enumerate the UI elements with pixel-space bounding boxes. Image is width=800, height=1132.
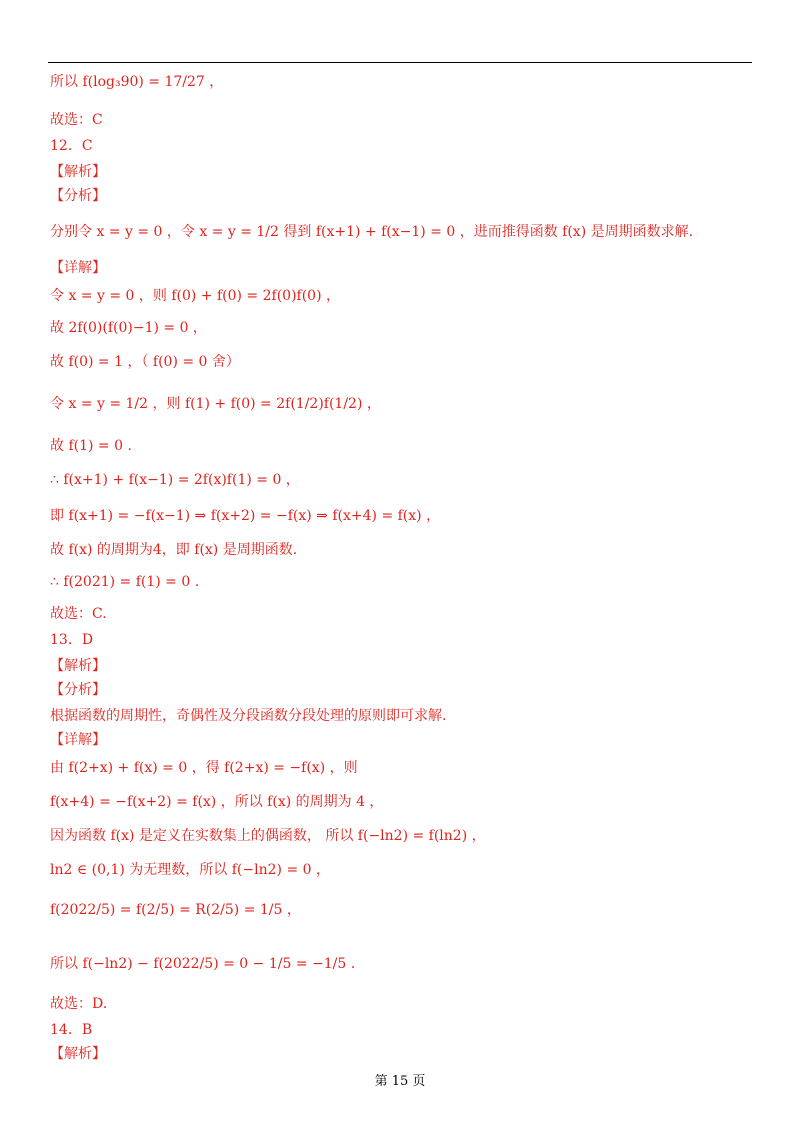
section-fenxi-13: 【分析】 — [50, 682, 106, 698]
line-l24: f(x+4) = −f(x+2) = f(x) ，所以 f(x) 的周期为 4 ， — [50, 794, 384, 810]
line-l08: 令 x = y = 0 ，则 f(0) + f(0) = 2f(0)f(0) ， — [50, 288, 340, 304]
section-xiangjie: 【详解】 — [50, 260, 106, 276]
question-12-answer: 12．C — [50, 138, 93, 154]
line-l28: 所以 f(−ln2) − f(2022/5) = 0 − 1/5 = −1/5 . — [50, 956, 356, 972]
section-jiexi: 【解析】 — [50, 164, 106, 180]
line-l16: ∴ f(2021) = f(1) = 0 . — [50, 574, 200, 590]
line-l27: f(2022/5) = f(2/5) = R(2/5) = 1/5 ， — [50, 902, 301, 918]
line-l11: 令 x = y = 1/2 ，则 f(1) + f(0) = 2f(1/2)f(1/2) ， — [50, 396, 381, 412]
line-l02: 故选：C — [50, 112, 103, 128]
section-xiangjie-13: 【详解】 — [50, 732, 106, 748]
line-l25: 因为函数 f(x) 是定义在实数集上的偶函数， 所以 f(−ln2) = f(ln2) ， — [50, 828, 486, 844]
line-l13: ∴ f(x+1) + f(x−1) = 2f(x)f(1) = 0 ， — [50, 472, 300, 488]
line-l15: 故 f(x) 的周期为4，即 f(x) 是周期函数. — [50, 542, 298, 558]
question-13-answer: 13．D — [50, 632, 94, 648]
line-l01: 所以 f(log₃90) = 17/27 ， — [50, 74, 224, 90]
section-jiexi-13: 【解析】 — [50, 658, 106, 674]
section-jiexi-14: 【解析】 — [50, 1046, 106, 1062]
line-l29: 故选：D. — [50, 996, 108, 1012]
line-l09: 故 2f(0)(f(0)−1) = 0 ， — [50, 320, 207, 336]
line-l17: 故选：C. — [50, 606, 107, 622]
line-l21: 根据函数的周期性，奇偶性及分段函数分段处理的原则即可求解. — [50, 708, 447, 724]
line-l06: 分别令 x = y = 0 ，令 x = y = 1/2 得到 f(x+1) + f(x−1) = 0 ，进而推得函数 f(x) 是周期函数求解. — [50, 224, 694, 240]
page-number-footer: 第 15 页 — [374, 1074, 426, 1089]
line-l10: 故 f(0) = 1 ，（ f(0) = 0 舍） — [50, 354, 240, 370]
question-14-answer: 14．B — [50, 1022, 93, 1038]
line-l14: 即 f(x+1) = −f(x−1) ⇒ f(x+2) = −f(x) ⇒ f(x+4) = f(x) ， — [50, 508, 441, 524]
section-fenxi: 【分析】 — [50, 188, 106, 204]
line-l26: ln2 ∈ (0,1) 为无理数，所以 f(−ln2) = 0 ， — [50, 862, 330, 878]
line-l12: 故 f(1) = 0 . — [50, 438, 132, 454]
header-rule — [48, 62, 752, 63]
line-l23: 由 f(2+x) + f(x) = 0 ，得 f(2+x) = −f(x) ，则 — [50, 760, 358, 776]
